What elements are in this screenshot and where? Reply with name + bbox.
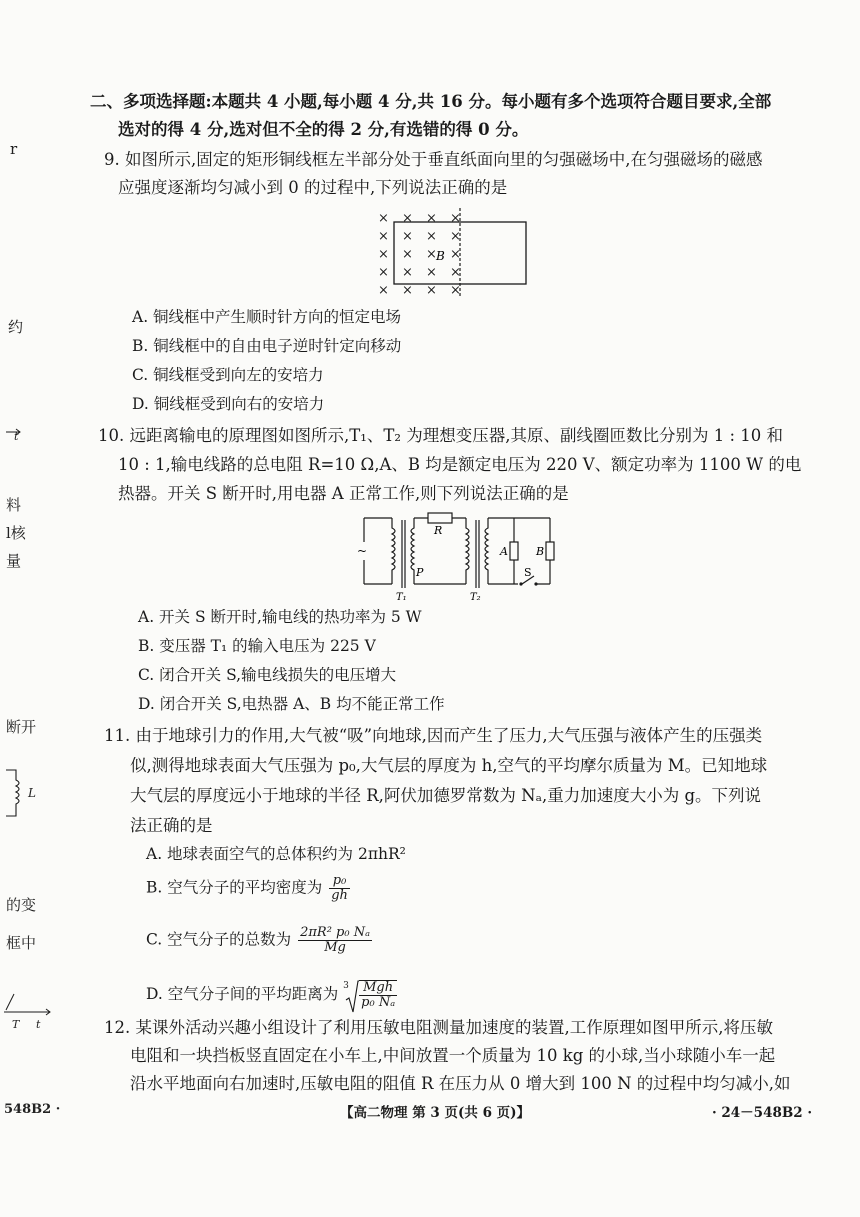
q11-option-d-cube-root [343, 980, 397, 1010]
margin-fragment: 料 [6, 496, 22, 514]
field-cross-icon: × [450, 283, 461, 298]
q10-option-d: D. 闭合开关 S,电热器 A、B 均不能正常工作 [138, 695, 445, 713]
q11-option-b-text: B. 空气分子的平均密度为 [146, 878, 323, 897]
q11-option-d-denominator: p₀ Nₐ [361, 995, 396, 1010]
q11-option-b-denominator: gh [331, 888, 348, 903]
field-cross-icon: × [450, 265, 461, 280]
q9-option-c: C. 铜线框受到向左的安培力 [132, 366, 324, 384]
field-cross-icon: × [426, 211, 437, 226]
q10-stem-line-3: 热器。开关 S 断开时,用电器 A 正常工作,则下列说法正确的是 [118, 484, 569, 503]
q12-stem-line-2: 电阻和一块挡板竖直固定在小车上,中间放置一个质量为 10 kg 的小球,当小球随小车一起 [130, 1046, 776, 1065]
q11-stem-line-1: 11. 由于地球引力的作用,大气被“吸”向地球,因而产生了压力,大气压强与液体产生的压强类 [104, 726, 763, 745]
margin-fragment: 约 [8, 318, 24, 336]
margin-fragment: 框中 [6, 934, 37, 952]
q11-option-c-fraction [298, 926, 372, 955]
q10-label-T2: T₂ [470, 592, 481, 602]
margin-fragment: L [28, 786, 36, 800]
margin-fragment: 断开 [6, 718, 37, 736]
field-cross-icon: × [378, 265, 389, 280]
q10-label-R: R [434, 524, 443, 537]
q11-option-a: A. 地球表面空气的总体积约为 2πhR² [146, 845, 406, 863]
q11-option-c-numerator: 2πR² p₀ Nₐ [300, 925, 370, 940]
field-cross-icon: × [402, 265, 413, 280]
field-cross-icon: × [450, 211, 461, 226]
q11-option-c [146, 926, 372, 955]
q10-option-c: C. 闭合开关 S,输电线损失的电压增大 [138, 666, 397, 684]
q10-label-S: S [524, 566, 532, 579]
field-cross-icon: × [426, 229, 437, 244]
q11-option-c-text: C. 空气分子的总数为 [146, 930, 292, 949]
margin-fragment: r [10, 140, 18, 158]
q10-option-a: A. 开关 S 断开时,输电线的热功率为 5 W [138, 608, 422, 626]
q11-option-d [146, 980, 397, 1010]
q10-label-P: P [416, 566, 424, 579]
margin-fragment: 的变 [6, 896, 37, 914]
q10-stem-line-1: 10. 远距离输电的原理图如图所示,T₁、T₂ 为理想变压器,其原、副线圈匝数比分别为 1 : 10 和 [98, 426, 783, 445]
q9-figure-label-B: B [436, 249, 445, 263]
field-cross-icon: × [378, 211, 389, 226]
margin-fragment: t [36, 1018, 41, 1031]
arrow-right-icon [6, 428, 22, 436]
q11-stem-line-3: 大气层的厚度远小于地球的半径 R,阿伏加德罗常数为 Nₐ,重力加速度大小为 g。下列说 [130, 786, 762, 805]
q11-stem-line-2: 似,测得地球表面大气压强为 p₀,大气层的厚度为 h,空气的平均摩尔质量为 M。已知地球 [130, 756, 768, 775]
section-heading-line-2: 选对的得 4 分,选对但不全的得 2 分,有选错的得 0 分。 [118, 120, 529, 139]
q11-option-d-root-index: 3 [343, 981, 349, 991]
field-cross-icon: × [426, 247, 437, 262]
page-footer-code: · 24－548B2 · [712, 1105, 813, 1121]
q11-stem-line-4: 法正确的是 [130, 816, 213, 835]
margin-fragment: l核 [6, 524, 26, 542]
q9-stem-line-2: 应强度逐渐均匀减小到 0 的过程中,下列说法正确的是 [118, 178, 508, 197]
q10-stem-line-2: 10 : 1,输电线路的总电阻 R=10 Ω,A、B 均是额定电压为 220 V、额定功率为 1100 W 的电 [118, 455, 802, 474]
field-cross-icon: × [402, 211, 413, 226]
field-cross-icon: × [426, 283, 437, 298]
q12-stem-line-3: 沿水平地面向右加速时,压敏电阻的阻值 R 在压力从 0 增大到 100 N 的过程中均匀减小,如 [130, 1074, 791, 1093]
q9-option-a: A. 铜线框中产生顺时针方向的恒定电场 [132, 308, 402, 326]
margin-fragment: 548B2 · [4, 1102, 61, 1117]
margin-fragment: 量 [6, 552, 22, 570]
field-cross-icon: × [426, 265, 437, 280]
q10-label-T1: T₁ [396, 592, 407, 602]
field-cross-icon: × [378, 247, 389, 262]
q9-option-b: B. 铜线框中的自由电子逆时针定向移动 [132, 337, 402, 355]
margin-graph-icon [4, 986, 54, 1022]
section-heading-line-1: 二、多项选择题:本题共 4 小题,每小题 4 分,共 16 分。每小题有多个选项符合题目要求,全部 [90, 92, 772, 111]
q10-option-b: B. 变压器 T₁ 的输入电压为 225 V [138, 637, 376, 655]
page-footer-center: 【高二物理 第 3 页(共 6 页)】 [340, 1105, 531, 1121]
field-cross-icon: × [402, 283, 413, 298]
q11-option-b-numerator: p₀ [329, 874, 350, 889]
q11-option-d-numerator: Mgh [359, 981, 397, 996]
field-cross-icon: × [402, 247, 413, 262]
field-cross-icon: × [378, 229, 389, 244]
field-cross-icon: × [402, 229, 413, 244]
q11-option-d-text: D. 空气分子间的平均距离为 [146, 985, 339, 1003]
q11-option-b-fraction [329, 874, 350, 903]
q11-option-b [146, 874, 350, 903]
margin-fragment: t [14, 430, 19, 443]
q10-label-B: B [536, 545, 545, 558]
q9-stem-line-1: 9. 如图所示,固定的矩形铜线框左半部分处于垂直纸面向里的匀强磁场中,在匀强磁场的磁感 [104, 150, 763, 169]
q10-label-A: A [500, 545, 508, 558]
radical-sign-icon [345, 980, 359, 1014]
q11-option-d-fraction [359, 980, 397, 1010]
q10-power-transmission-circuit [352, 506, 562, 602]
q9-option-d: D. 铜线框受到向右的安培力 [132, 395, 325, 413]
q11-option-c-denominator: Mg [324, 940, 346, 955]
margin-fragment: T [12, 1018, 20, 1031]
field-cross-icon: × [378, 283, 389, 298]
q9-magnetic-field-figure [372, 206, 532, 302]
field-cross-icon: × [450, 247, 461, 262]
field-cross-icon: × [450, 229, 461, 244]
q12-stem-line-1: 12. 某课外活动兴趣小组设计了利用压敏电阻测量加速度的装置,工作原理如图甲所示,将压敏 [104, 1018, 773, 1037]
q10-source-symbol: ~ [357, 544, 368, 558]
